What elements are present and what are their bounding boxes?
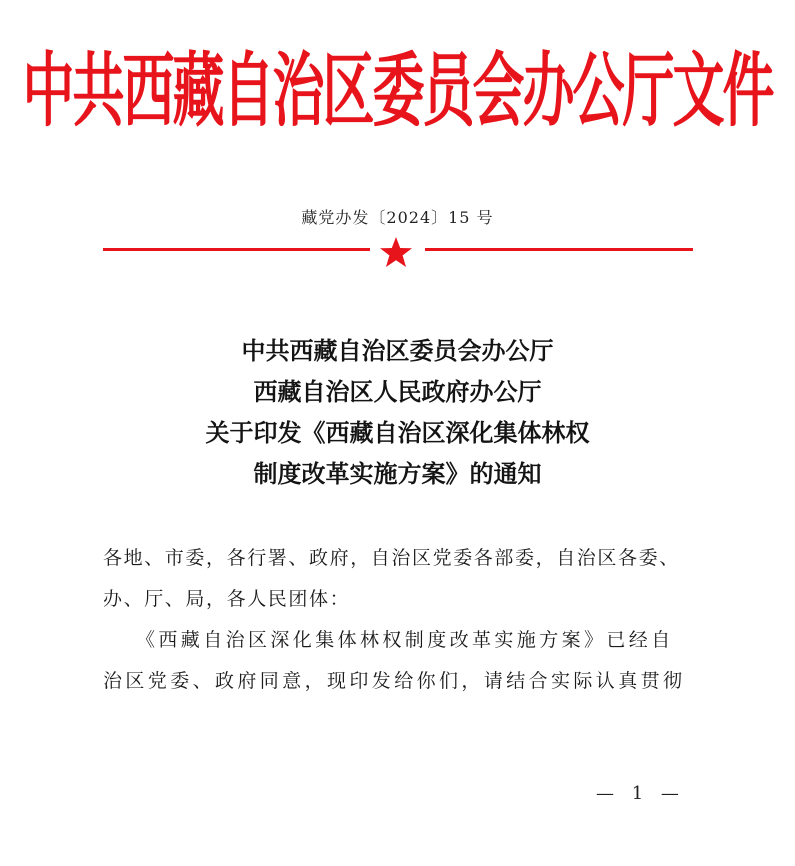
body-line-3: 《西藏自治区深化集体林权制度改革实施方案》已经自 — [136, 629, 674, 651]
title-line-3: 关于印发《西藏自治区深化集体林权 — [205, 418, 590, 447]
body-line-2: 办、厅、局，各人民团体： — [103, 588, 351, 610]
body-line-1: 各地、市委，各行署、政府，自治区党委各部委，自治区各委、 — [103, 547, 680, 569]
body-line-4: 治区党委、政府同意，现印发给你们，请结合实际认真贯彻 — [103, 670, 686, 692]
red-separator-right — [425, 248, 693, 251]
document-masthead: 中共西藏自治区委员会办公厅文件 — [22, 45, 773, 139]
title-line-1: 中共西藏自治区委员会办公厅 — [241, 336, 554, 365]
star-icon — [378, 236, 414, 268]
document-number: 藏党办发〔2024〕15 号 — [301, 208, 494, 227]
document-title — [0, 330, 795, 494]
red-separator-left — [103, 248, 370, 251]
title-line-4: 制度改革实施方案》的通知 — [253, 459, 542, 488]
title-line-2: 西藏自治区人民政府办公厅 — [253, 377, 542, 406]
page-number: — 1 — — [596, 783, 685, 804]
